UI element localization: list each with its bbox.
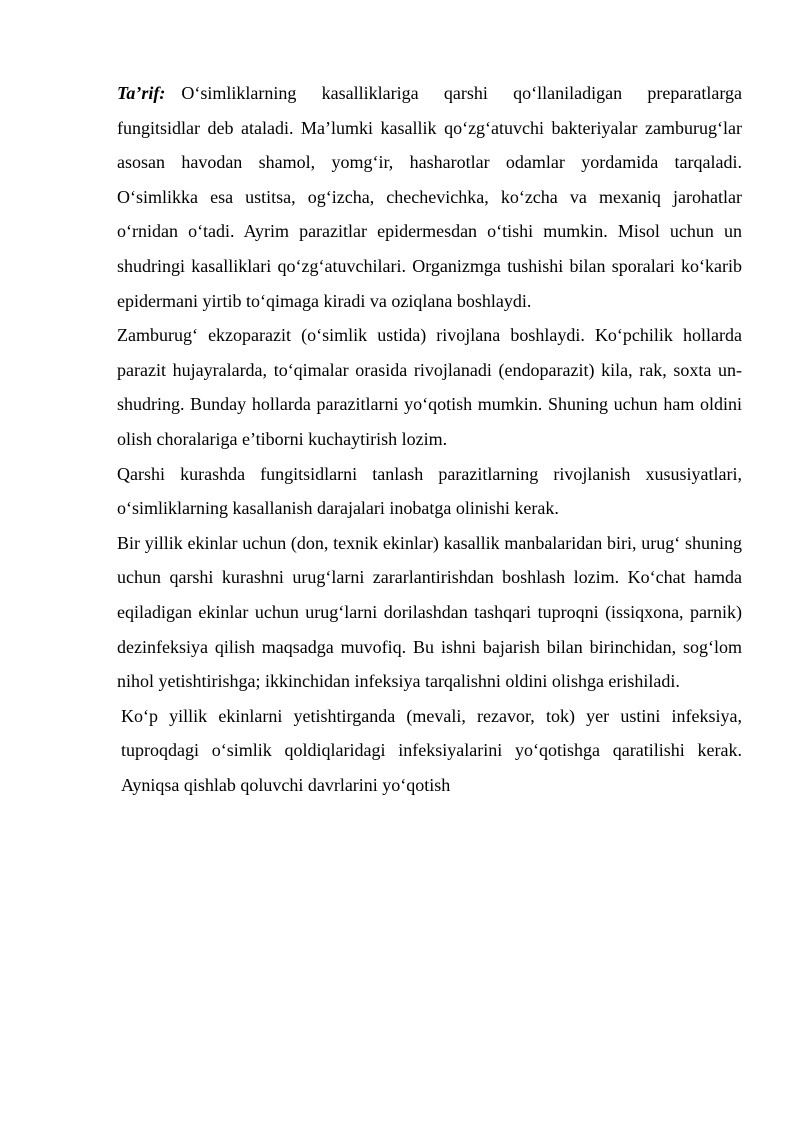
paragraph-annual-crops: Bir yillik ekinlar uchun (don, texnik ekinlar) kasallik manbalaridan biri, urug‘ shuning uchun qarshi kurashni urug‘larni zararlantirishdan boshlash lozim. Ko‘chat hamda eqiladigan ekinlar uchun urug‘larni dorilashdan tashqari tuproqni (issiqxona, parnik) dezinfeksiya qilish maqsadga muvofiq. Bu ishni bajarish bilan birinchidan, sog‘lom nihol yetishtirishga; ikkinchidan infeksiya tarqalishni oldini olishga erishiladi. (117, 532, 742, 692)
paragraph-fungicide-selection: Qarshi kurashda fungitsidlarni tanlash parazitlarning rivojlanish xususiyatlari, o‘simliklarning kasallanish darajalari inobatga olinishi kerak. (117, 463, 742, 519)
paragraph-ectoparasite: Zamburug‘ ekzoparazit (o‘simlik ustida) rivojlana boshlaydi. Ko‘pchilik hollarda parazit hujayralarda, to‘qimalar orasida rivojlanadi (endoparazit) kila, rak, soxta un-shudring. Bunday hollarda parazitlarni yo‘qotish mumkin. Shuning uchun ham oldini olish choralariga e’tiborni kuchaytirish lozim. (117, 325, 742, 449)
paragraph-definition (117, 76, 742, 318)
document-page (117, 76, 742, 802)
paragraph-perennial-crops: Ko‘p yillik ekinlarni yetishtirganda (mevali, rezavor, tok) yer ustini infeksiya, tuproqdagi o‘simlik qoldiqlaridagi infeksiyalarini yo‘qotishga qaratilishi kerak. Ayniqsa qishlab qoluvchi davrlarini yo‘qotish (121, 705, 742, 795)
definition-text: O‘simliklarning kasalliklariga qarshi qo‘llaniladigan preparatlarga fungitsidlar deb ataladi. Ma’lumki kasallik qo‘zg‘atuvchi bakteriyalar zamburug‘lar asosan havodan shamol, yomg‘ir, hasharotlar odamlar yordamida tarqaladi. O‘simlikka esa ustitsa, og‘izcha, chechevichka, ko‘zcha va mexaniq jarohatlar o‘rnidan o‘tadi. Ayrim parazitlar epidermesdan o‘tishi mumkin. Misol uchun un shudringi kasalliklari qo‘zg‘atuvchilari. Organizmga tushishi bilan sporalari ko‘karib epidermani yirtib to‘qimaga kiradi va oziqlana boshlaydi. (117, 83, 742, 311)
definition-term: Ta’rif: (117, 83, 166, 103)
